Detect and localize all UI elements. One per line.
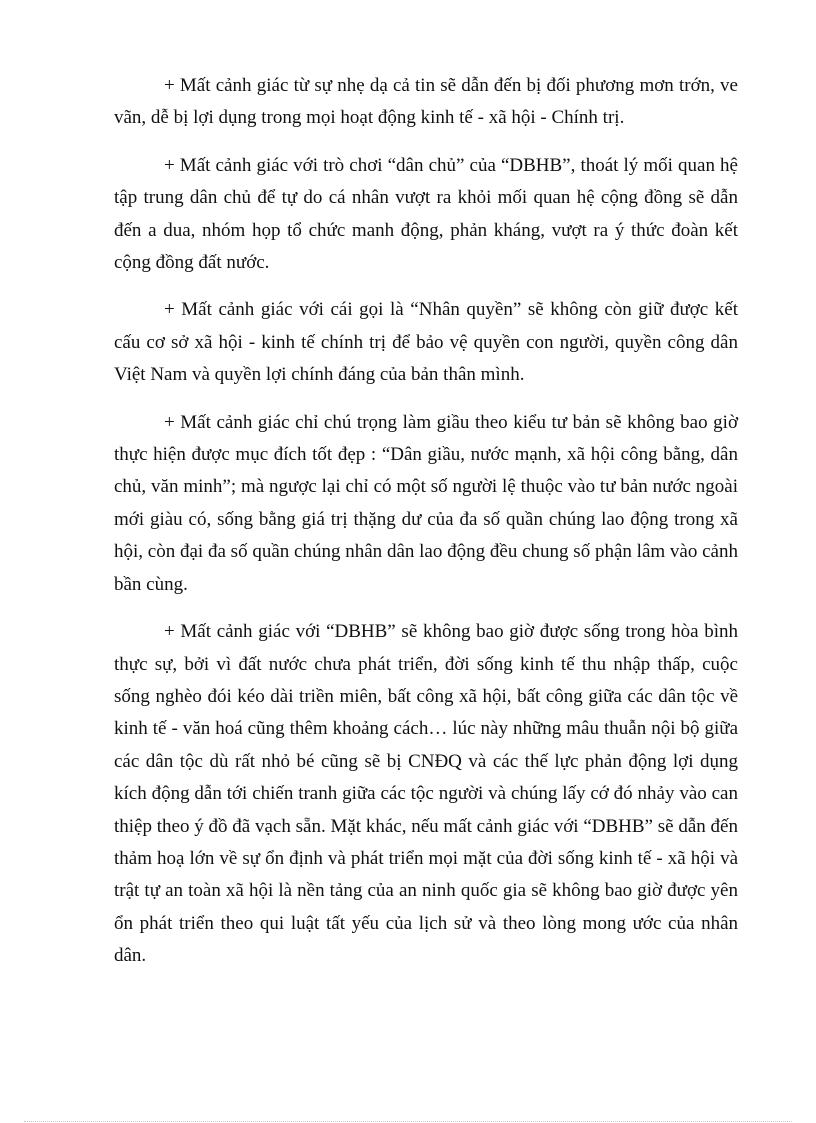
paragraph-4: + Mất cảnh giác chỉ chú trọng làm giầu theo kiểu tư bản sẽ không bao giờ thực hiện được mục đích tốt đẹp : “Dân giầu, nước mạnh, xã hội công bằng, dân chủ, văn minh”; mà ngược lại chỉ có một số người lệ thuộc vào tư bản nước ngoài mới giàu có, sống bằng giá trị thặng dư của đa số quần chúng lao động trong xã hội, còn đại đa số quần chúng nhân dân lao động đều chung số phận lâm vào cảnh bần cùng. (114, 411, 738, 595)
paragraph-1: + Mất cảnh giác từ sự nhẹ dạ cả tin sẽ dẫn đến bị đối phương mơn trớn, ve vãn, dễ bị lợi dụng trong mọi hoạt động kinh tế - xã hội - Chính trị. (114, 75, 738, 129)
document-body (114, 70, 738, 988)
paragraph-2: + Mất cảnh giác với trò chơi “dân chủ” của “DBHB”, thoát lý mối quan hệ tập trung dân chủ để tự do cá nhân vượt ra khỏi mối quan hệ cộng đồng sẽ dẫn đến a dua, nhóm họp tổ chức manh động, phản kháng, vượt ra ý thức đoàn kết cộng đồng đất nước. (114, 154, 738, 274)
paragraph-5: + Mất cảnh giác với “DBHB” sẽ không bao giờ được sống trong hòa bình thực sự, bởi vì đất nước chưa phát triển, đời sống kinh tế thu nhập thấp, cuộc sống nghèo đói kéo dài triền miên, bất công xã hội, bất công giữa các dân tộc về kinh tế - văn hoá cũng thêm khoảng cách… lúc này những mâu thuẫn nội bộ giữa các dân tộc dù rất nhỏ bé cũng sẽ bị CNĐQ và các thế lực phản động lợi dụng kích động dẫn tới chiến tranh giữa các tộc người và chúng lấy cớ đó nhảy vào can thiệp theo ý đồ đã vạch sẵn. Mặt khác, nếu mất cảnh giác với “DBHB” sẽ dẫn đến thảm hoạ lớn về sự ổn định và phát triển mọi mặt của đời sống kinh tế - xã hội và trật tự an toàn xã hội là nền tảng của an ninh quốc gia sẽ không bao giờ được yên ổn phát triển theo qui luật tất yếu của lịch sử và theo lòng mong ước của nhân dân. (114, 621, 738, 967)
page-bottom-divider (24, 1121, 792, 1122)
paragraph-3: + Mất cảnh giác với cái gọi là “Nhân quyền” sẽ không còn giữ được kết cấu cơ sở xã hội - kinh tế chính trị để bảo vệ quyền con người, quyền công dân Việt Nam và quyền lợi chính đáng của bản thân mình. (114, 299, 738, 386)
